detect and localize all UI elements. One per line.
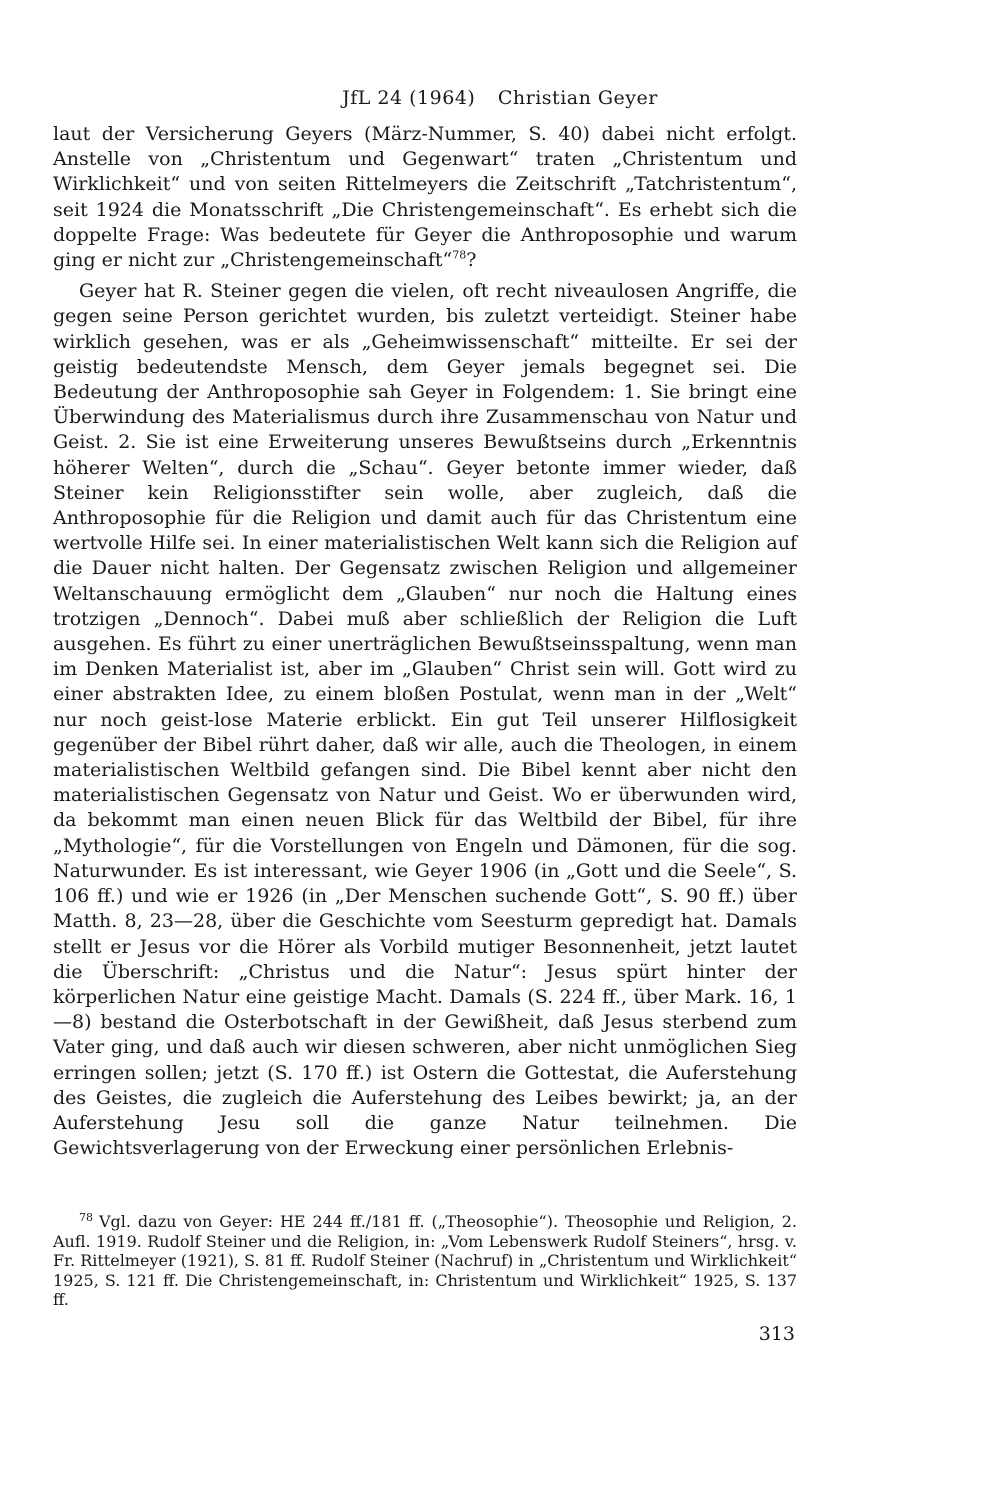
- paragraph-1-text: laut der Versicherung Geyers (März-Nummer, S. 40) dabei nicht erfolgt. Anstelle von „Christentum und Gegenwart“ traten „Christentum und Wirklichkeit“ und von seiten Rittelmeyers die Zeitschrift „Tatchristentum“, seit 1924 die Monatsschrift „Die Christengemeinschaft“. Es erhebt sich die doppelte Frage: Was bedeutete für Geyer die Anthroposophie und warum ging er nicht zur „Christengemeinschaft“: [53, 123, 797, 272]
- author-name: Christian Geyer: [497, 87, 658, 109]
- journal-reference: JfL 24 (1964): [342, 87, 476, 109]
- main-text: [53, 122, 797, 1161]
- footnote-text: Vgl. dazu von Geyer: HE 244 ff./181 ff. („Theosophie“). Theosophie und Religion, 2. Aufl. 1919. Rudolf Steiner und die Religion, in: „Vom Lebenswerk Rudolf Steiners“, hrsg. v. Fr. Rittelmeyer (1921), S. 81 ff. Rudolf Steiner (Nachruf) in „Christentum und Wirklichkeit“ 1925, S. 121 ff. Die Christengemeinschaft, in: Christentum und Wirklichkeit“ 1925, S. 137 ff.: [53, 1212, 797, 1309]
- paragraph-1-end: ?: [466, 249, 477, 272]
- paragraph-1: [53, 122, 797, 273]
- footnote-marker: 78: [79, 1210, 93, 1224]
- running-head: [0, 87, 1000, 109]
- paragraph-2: Geyer hat R. Steiner gegen die vielen, oft recht niveaulosen Angriffe, die gegen seine Person gerichtet wurden, bis zuletzt verteidigt. Steiner habe wirklich gesehen, was er als „Geheimwissenschaft“ mitteilte. Er sei der geistig bedeutendste Mensch, dem Geyer jemals begegnet sei. Die Bedeutung der Anthroposophie sah Geyer in Folgendem: 1. Sie bringt eine Überwindung des Materialismus durch ihre Zusammenschau von Natur und Geist. 2. Sie ist eine Erweiterung unseres Bewußtseins durch „Erkenntnis höherer Welten“, durch die „Schau“. Geyer betonte immer wieder, daß Steiner kein Religionsstifter sein wolle, aber zugleich, daß die Anthroposophie für die Religion und damit auch für das Christentum eine wertvolle Hilfe sei. In einer materialistischen Welt kann sich die Religion auf die Dauer nicht halten. Der Gegensatz zwischen Religion und allgemeiner Weltanschauung ermöglicht dem „Glauben“ nur noch die Haltung eines trotzigen „Dennoch“. Dabei muß aber schließlich der Religion die Luft ausgehen. Es führt zu einer unerträglichen Bewußtseinsspaltung, wenn man im Denken Materialist ist, aber im „Glauben“ Christ sein will. Gott wird zu einer abstrakten Idee, zu einem bloßen Postulat, wenn man in der „Welt“ nur noch geist-lose Materie erblickt. Ein gut Teil unserer Hilflosigkeit gegenüber der Bibel rührt daher, daß wir alle, auch die Theologen, in einem materialistischen Weltbild gefangen sind. Die Bibel kennt aber nicht den materialistischen Gegensatz von Natur und Geist. Wo er überwunden wird, da bekommt man einen neuen Blick für das Weltbild der Bibel, für ihre „Mythologie“, für die Vorstellungen von Engeln und Dämonen, für die sog. Naturwunder. Es ist interessant, wie Geyer 1906 (in „Gott und die Seele“, S. 106 ff.) und wie er 1926 (in „Der Menschen suchende Gott“, S. 90 ff.) über Matth. 8, 23—28, über die Geschichte vom Seesturm gepredigt hat. Damals stellt er Jesus vor die Hörer als Vorbild mutiger Besonnenheit, jetzt lautet die Überschrift: „Christus und die Natur“: Jesus spürt hinter der körperlichen Natur eine geistige Macht. Damals (S. 224 ff., über Mark. 16, 1—8) bestand die Osterbotschaft in der Gewißheit, daß Jesus sterbend zum Vater ging, und daß auch wir diesen schweren, aber nicht unmöglichen Sieg erringen sollen; jetzt (S. 170 ff.) ist Ostern die Gottestat, die Auferstehung des Geistes, die zugleich die Auferstehung des Leibes bewirkt; ja, an der Auferstehung Jesu soll die ganze Natur teilnehmen. Die Gewichtsverlagerung von der Erweckung einer persönlichen Erlebnis-: [53, 280, 797, 1160]
- page-number: 313: [758, 1323, 795, 1345]
- footnote-78: [53, 1212, 797, 1310]
- footnote-reference-78[interactable]: 78: [452, 248, 467, 262]
